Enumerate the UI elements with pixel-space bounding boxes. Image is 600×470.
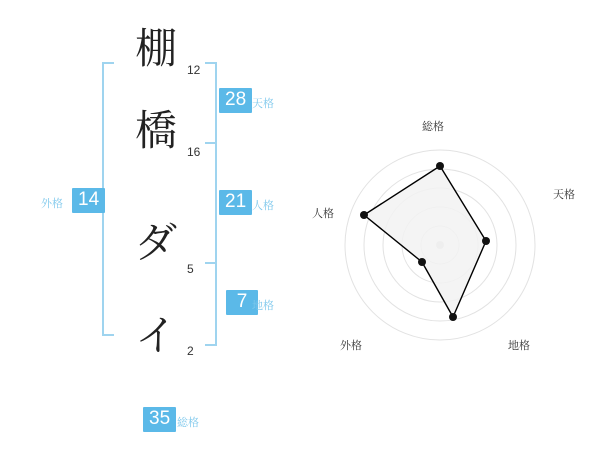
badge-tenkaku-label: 天格 [252, 97, 274, 110]
radar-axis-label-jinkaku: 人格 [312, 207, 334, 220]
badge-soukaku-label: 総格 [177, 416, 199, 429]
bracket-chikaku [205, 262, 217, 346]
badge-chikaku-label: 地格 [252, 299, 274, 312]
stroke-count-4: 2 [187, 344, 194, 358]
radar-axis-label-tenkaku: 天格 [553, 188, 575, 201]
stroke-count-2: 16 [187, 145, 201, 159]
stroke-count-1: 12 [187, 63, 201, 77]
bracket-jinkaku [205, 142, 217, 264]
radar-axis-label-soukaku: 総格 [422, 120, 444, 133]
stroke-count-3: 5 [187, 262, 194, 276]
name-character-4: イ [134, 311, 177, 360]
badge-chikaku-value: 7 [226, 290, 258, 315]
radar-chart [300, 0, 600, 470]
badge-gaikaku-label: 外格 [41, 197, 63, 210]
badge-soukaku-value: 35 [143, 407, 176, 432]
radar-axis-label-chikaku: 地格 [508, 339, 530, 352]
radar-chart-svg [300, 0, 600, 470]
name-character-1: 棚 [134, 24, 177, 73]
badge-tenkaku-value: 28 [219, 88, 252, 113]
name-character-3: ダ [134, 218, 177, 267]
badge-jinkaku-value: 21 [219, 190, 252, 215]
radar-axis-label-gaikaku: 外格 [340, 339, 362, 352]
badge-gaikaku-value: 14 [72, 188, 105, 213]
badge-jinkaku-label: 人格 [252, 199, 274, 212]
name-character-2: 橋 [134, 106, 177, 155]
bracket-tenkaku [205, 62, 217, 144]
